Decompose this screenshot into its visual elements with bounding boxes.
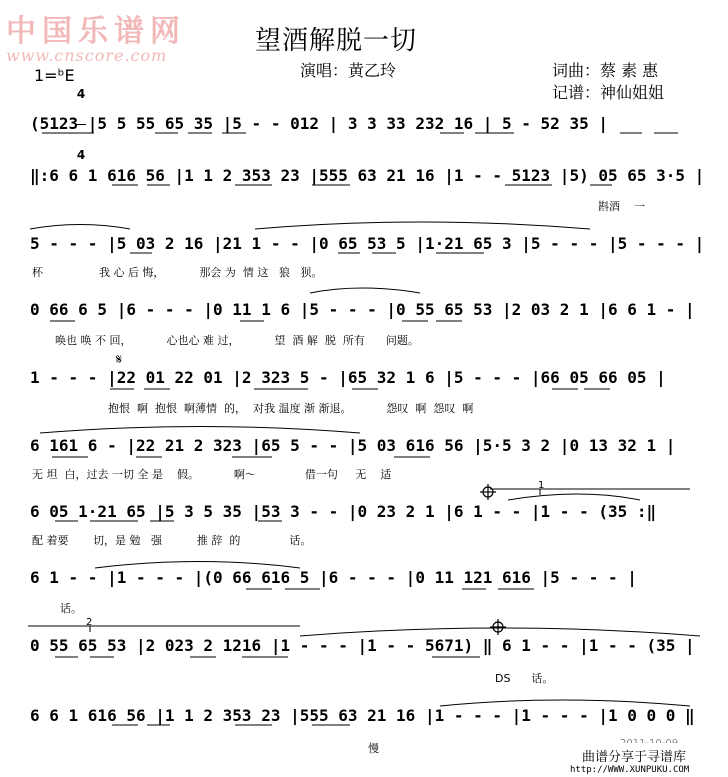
watermark-url: www.cnscore.com xyxy=(6,46,168,65)
page-title: 望酒解脱一切 xyxy=(255,26,418,56)
footer-share-text: 曲谱分享于寻谱库 xyxy=(582,750,687,765)
score-row-3: 5 - - - |5 03 2 16 |21 1 - - |0 65 53 5 |1·21 65 3 |5 - - - |5 - - - | xyxy=(30,234,705,253)
score-row-4: 0 66 6 5 |6 - - - |0 11 1 6 |5 - - - |0 55 65 53 |2 03 2 1 |6 6 1 - | xyxy=(30,300,695,319)
watermark-logo: 中国乐谱网 xyxy=(6,14,186,49)
lyric-row-4: 唤也 唤 不 回， 心也心 难 过， 望 酒 解 脱 所有 问题。 xyxy=(55,334,419,347)
volta-first-number: 1 xyxy=(538,480,545,491)
score-row-7: 6 05 1·21 65 |5 3 5 35 |53 3 - - |0 23 2 1 |6 1 - - |1 - - (35 :‖ xyxy=(30,502,657,521)
score-row-5: 1 - - - |22 01 22 01 |2 323 5 - |65 32 1 6 |5 - - - |66 05 66 05 | xyxy=(30,368,666,387)
lyric-row-10: 慢 xyxy=(368,742,379,755)
volta-second-number: 2 xyxy=(86,617,93,628)
composer-credit: 词曲：蔡 素 惠 xyxy=(552,61,659,80)
lyric-row-5: 抱恨 啊 抱恨 啊薄情 的， 对我 温度 渐 渐退。 怨叹 啊 怨叹 啊 xyxy=(108,402,474,415)
footer-site-url: http://WWW.XUNPUKU.COM xyxy=(570,765,690,775)
score-row-6: 6 161 6 - |22 21 2 323 |65 5 - - |5 03 616 56 |5·5 3 2 |0 13 32 1 | xyxy=(30,436,676,455)
lyric-row-3: 杯 我 心 后 悔， 那会 为 情 这 狼 狈。 xyxy=(32,266,323,279)
score-row-8: 6 1 - - |1 - - - |(0 66 616 5 |6 - - - |0 11 121 616 |5 - - - | xyxy=(30,568,637,587)
lyric-row-6: 无 坦 白，过去 一切 全 是 假。 啊～ 借一句 无 适 xyxy=(32,468,392,481)
score-row-9: 0 55 65 53 |2 023 2 1216 |1 - - - |1 - - 5671) ‖ 6 1 - - |1 - - (35 | xyxy=(30,636,695,655)
score-row-1: (5123 |5 5 55 65 35 |5 - - 012 | 3 3 33 232 16 | 5 - 52 35 | xyxy=(30,114,608,133)
lyric-row-8: 话。 xyxy=(60,602,82,615)
lyric-row-7: 配 着要 切，是 勉 强 推 辞 的 话。 xyxy=(32,534,312,547)
time-signature-top: 4 xyxy=(76,87,86,101)
transcriber-credit: 记谱：神仙姐姐 xyxy=(552,83,665,102)
lyric-row-2: 斟酒 一 xyxy=(598,200,645,213)
time-signature-bottom: 4 xyxy=(76,148,86,162)
svg-text:𝄋: 𝄋 xyxy=(116,352,123,368)
singer-credit: 演唱：黄乙玲 xyxy=(300,61,397,80)
lyric-row-9: DS 话。 xyxy=(495,672,554,685)
score-row-2: ‖:6 6 1 616 56 |1 1 2 353 23 |555 63 21 16 |1 - - 5123 |5) 05 65 3·5 | xyxy=(30,166,705,185)
key-signature: 1=ᵇE xyxy=(34,66,75,85)
score-row-10: 6 6 1 616 56 |1 1 2 353 23 |555 63 21 16 |1 - - - |1 - - - |1 0 0 0 ‖ xyxy=(30,706,695,725)
